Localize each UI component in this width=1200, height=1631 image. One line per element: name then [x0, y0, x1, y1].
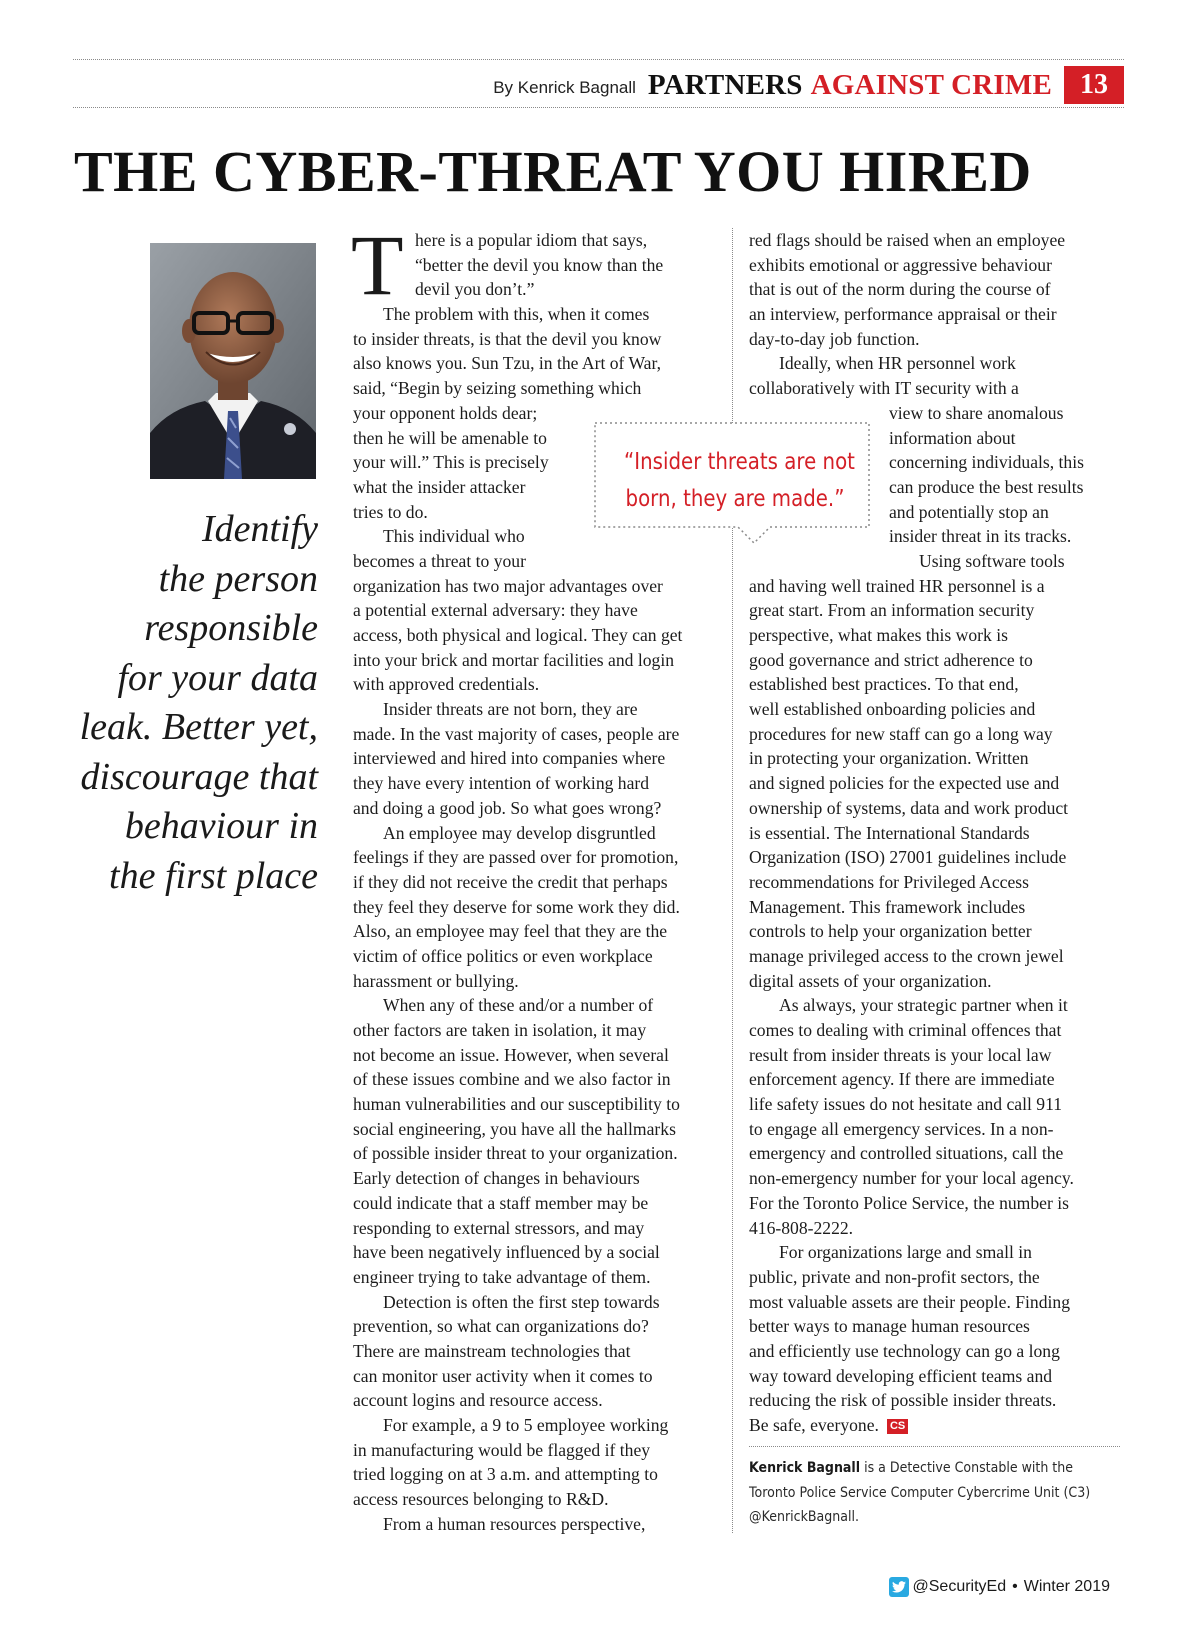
article-line: and having well trained HR personnel is a [749, 575, 1045, 596]
article-line: becomes a threat to your [353, 550, 526, 571]
article-line: to insider threats, is that the devil you know [353, 328, 662, 349]
article-line: life safety issues do not hesitate and call 911 [749, 1094, 1063, 1115]
article-line: digital assets of your organization. [749, 970, 992, 991]
article-line: and doing a good job. So what goes wrong? [353, 797, 662, 818]
article-line: There are mainstream technologies that [353, 1340, 631, 1361]
callout-quote [594, 422, 870, 540]
article-line: of these issues combine and we also factor in [353, 1069, 671, 1090]
footer-separator: • [1012, 1578, 1018, 1595]
article-line: responding to external stressors, and may [353, 1217, 645, 1238]
article-line: good governance and strict adherence to [749, 649, 1033, 670]
article-line: Organization (ISO) 27001 guidelines include [749, 847, 1067, 868]
article-line: and potentially stop an [889, 501, 1049, 522]
article-line: An employee may develop disgruntled [383, 822, 656, 843]
article-line: way toward developing efficient teams and [749, 1365, 1053, 1386]
article-line: in protecting your organization. Written [749, 748, 1029, 769]
article-line: reducing the risk of possible insider threats. [749, 1390, 1057, 1411]
article-line: social engineering, you have all the hallmarks [353, 1118, 676, 1139]
page-number: 13 [1064, 66, 1124, 104]
article-line: enforcement agency. If there are immediate [749, 1069, 1055, 1090]
article-line: Insider threats are not born, they are [383, 699, 638, 720]
article-line: that is out of the norm during the course of [749, 279, 1051, 300]
article-line: exhibits emotional or aggressive behaviour [749, 254, 1052, 275]
author-bio [749, 1456, 1090, 1530]
article-line: other factors are taken in isolation, it may [353, 1020, 647, 1040]
article-line: better ways to manage human resources [749, 1316, 1030, 1337]
article-line: tries to do. [353, 501, 428, 522]
article-line: of possible insider threat to your organization. [353, 1143, 678, 1164]
article-line: “better the devil you know than the [415, 254, 664, 275]
article-line: access, both physical and logical. They can get [353, 625, 683, 645]
article-line: into your brick and mortar facilities and login [353, 649, 675, 670]
article-line: victim of office politics or even workplace [353, 945, 653, 966]
article-line: controls to help your organization better [749, 921, 1032, 942]
article-line: well established onboarding policies and [749, 699, 1036, 720]
section-name-part2: AGAINST CRIME [810, 68, 1052, 101]
article-line: they feel they deserve for some work they did. [353, 896, 680, 917]
article-line: Ideally, when HR personnel work [779, 353, 1016, 374]
article-line: most valuable assets are their people. Finding [749, 1291, 1071, 1312]
article-line: red flags should be raised when an employee [749, 230, 1066, 250]
article-line: in manufacturing would be flagged if they [353, 1439, 651, 1460]
callout-line: born, they are made.” [625, 486, 845, 512]
callout-line: “Insider threats are not [624, 449, 855, 475]
article-line: organization has two major advantages over [353, 575, 663, 596]
article-line: This individual who [383, 526, 525, 547]
article-line: harassment or bullying. [353, 970, 519, 991]
article-line: recommendations for Privileged Access [749, 871, 1029, 892]
end-mark-badge: CS [887, 1419, 908, 1434]
article-line: For the Toronto Police Service, the number is [749, 1192, 1069, 1213]
article-line: is essential. The International Standards [749, 822, 1030, 843]
article-line: your will.” This is precisely [353, 452, 549, 473]
article-line: not become an issue. However, when several [353, 1044, 669, 1065]
article-line: Early detection of changes in behaviours [353, 1168, 640, 1189]
article-line: tried logging on at 3 a.m. and attempting to [353, 1464, 658, 1485]
pull-quote-line: discourage that [80, 755, 318, 798]
article-line: here is a popular idiom that says, [415, 230, 648, 250]
byline: By Kenrick Bagnall [493, 78, 636, 97]
article-title: THE CYBER-THREAT YOU HIRED [74, 139, 1032, 204]
article-line: devil you don’t.” [415, 279, 535, 300]
bio-text: is a Detective Constable with the [860, 1460, 1073, 1476]
article-line: view to share anomalous [889, 402, 1064, 423]
article-line: can produce the best results [889, 476, 1084, 497]
article-line: they have every intention of working hard [353, 773, 650, 794]
article-line: could indicate that a staff member may be [353, 1192, 649, 1213]
article-line: prevention, so what can organizations do? [353, 1316, 649, 1337]
article-line: procedures for new staff can go a long way [749, 723, 1053, 744]
article-line: result from insider threats is your local law [749, 1044, 1052, 1065]
footer-handle: @SecurityEd [912, 1578, 1007, 1595]
article-line: For organizations large and small in [779, 1242, 1032, 1263]
header-top-rule [73, 59, 1124, 60]
drop-cap: T [351, 217, 404, 313]
article-line: engineer trying to take advantage of them. [353, 1266, 651, 1287]
article-line: then he will be amenable to [353, 427, 547, 448]
article-line: public, private and non-profit sectors, the [749, 1266, 1040, 1287]
article-line: can monitor user activity when it comes to [353, 1365, 653, 1386]
page-footer [889, 1577, 1110, 1597]
article-line: ownership of systems, data and work product [749, 797, 1069, 818]
article-line: non-emergency number for your local agency. [749, 1168, 1074, 1189]
pull-quote-line: Identify [201, 508, 318, 550]
article-line: and efficiently use technology can go a long [749, 1340, 1060, 1361]
bio-text: Toronto Police Service Computer Cybercrime Unit (C3) [749, 1484, 1091, 1501]
pull-quote-line: for your data [117, 656, 318, 699]
article-line: if they did not receive the credit that perhaps [353, 871, 668, 892]
article-line: emergency and controlled situations, call the [749, 1143, 1064, 1164]
article-line: access resources belonging to R&D. [353, 1489, 609, 1510]
article-line: your opponent holds dear; [353, 402, 538, 423]
article-line: Also, an employee may feel that they are the [353, 921, 668, 942]
article-line: When any of these and/or a number of [383, 995, 654, 1016]
article-line: account logins and resource access. [353, 1390, 603, 1411]
article-line: day-to-day job function. [749, 328, 920, 349]
article-line: what the insider attacker [353, 476, 526, 497]
article-line: interviewed and hired into companies where [353, 748, 666, 769]
article-line: a potential external adversary: they have [353, 600, 638, 621]
article-line: From a human resources perspective, [383, 1513, 646, 1534]
article-line: perspective, what makes this work is [749, 625, 1008, 645]
pull-quote-line: the first place [109, 854, 318, 897]
author-photo [150, 243, 316, 479]
article-line: Be safe, everyone. CS [749, 1413, 1119, 1438]
article-line: The problem with this, when it comes [383, 304, 650, 325]
article-line: Management. This framework includes [749, 896, 1026, 917]
article-line: 416-808-2222. [749, 1217, 854, 1238]
pull-quote-line: the person [158, 557, 318, 600]
pull-quote-line: leak. Better yet, [79, 706, 318, 748]
twitter-icon [889, 1577, 909, 1597]
article-line: insider threat in its tracks. [889, 526, 1072, 547]
article-line: human vulnerabilities and our susceptibility to [353, 1094, 680, 1115]
pull-quote-line: behaviour in [124, 805, 318, 847]
article-line: comes to dealing with criminal offences that [749, 1020, 1062, 1040]
article-line: For example, a 9 to 5 employee working [383, 1415, 669, 1435]
article-line: with approved credentials. [353, 674, 540, 695]
header-bottom-rule [73, 107, 1124, 108]
article-line: Detection is often the first step towards [383, 1291, 660, 1312]
article-line: said, “Begin by seizing something which [353, 378, 642, 399]
pull-quote-line: responsible [144, 607, 318, 649]
bio-name: Kenrick Bagnall [749, 1460, 861, 1476]
bio-rule [749, 1446, 1120, 1447]
running-header [493, 66, 1124, 104]
article-line: to engage all emergency services. In a non- [749, 1118, 1054, 1139]
article-line: feelings if they are passed over for promotion, [353, 847, 679, 868]
article-line: have been negatively influenced by a social [353, 1242, 660, 1263]
section-name-part1: PARTNERS [647, 68, 803, 101]
article-line: made. In the vast majority of cases, people are [353, 723, 680, 744]
article-line: great start. From an information security [749, 600, 1035, 621]
pull-quote-left [60, 505, 318, 901]
footer-issue: Winter 2019 [1023, 1578, 1110, 1595]
article-line: As always, your strategic partner when it [779, 995, 1068, 1016]
article-line: also knows you. Sun Tzu, in the Art of War, [353, 353, 662, 374]
bio-handle: @KenrickBagnall. [749, 1509, 859, 1525]
article-line: information about [889, 427, 1016, 448]
article-line: established best practices. To that end, [749, 674, 1019, 695]
article-line: and signed policies for the expected use and [749, 773, 1060, 794]
article-line: manage privileged access to the crown jewel [749, 945, 1064, 966]
article-column-2 [749, 228, 1119, 1438]
article-line: collaboratively with IT security with a [749, 378, 1019, 399]
article-line: an interview, performance appraisal or their [749, 304, 1057, 325]
article-line: concerning individuals, this [889, 452, 1084, 473]
article-line: Using software tools [919, 550, 1065, 571]
